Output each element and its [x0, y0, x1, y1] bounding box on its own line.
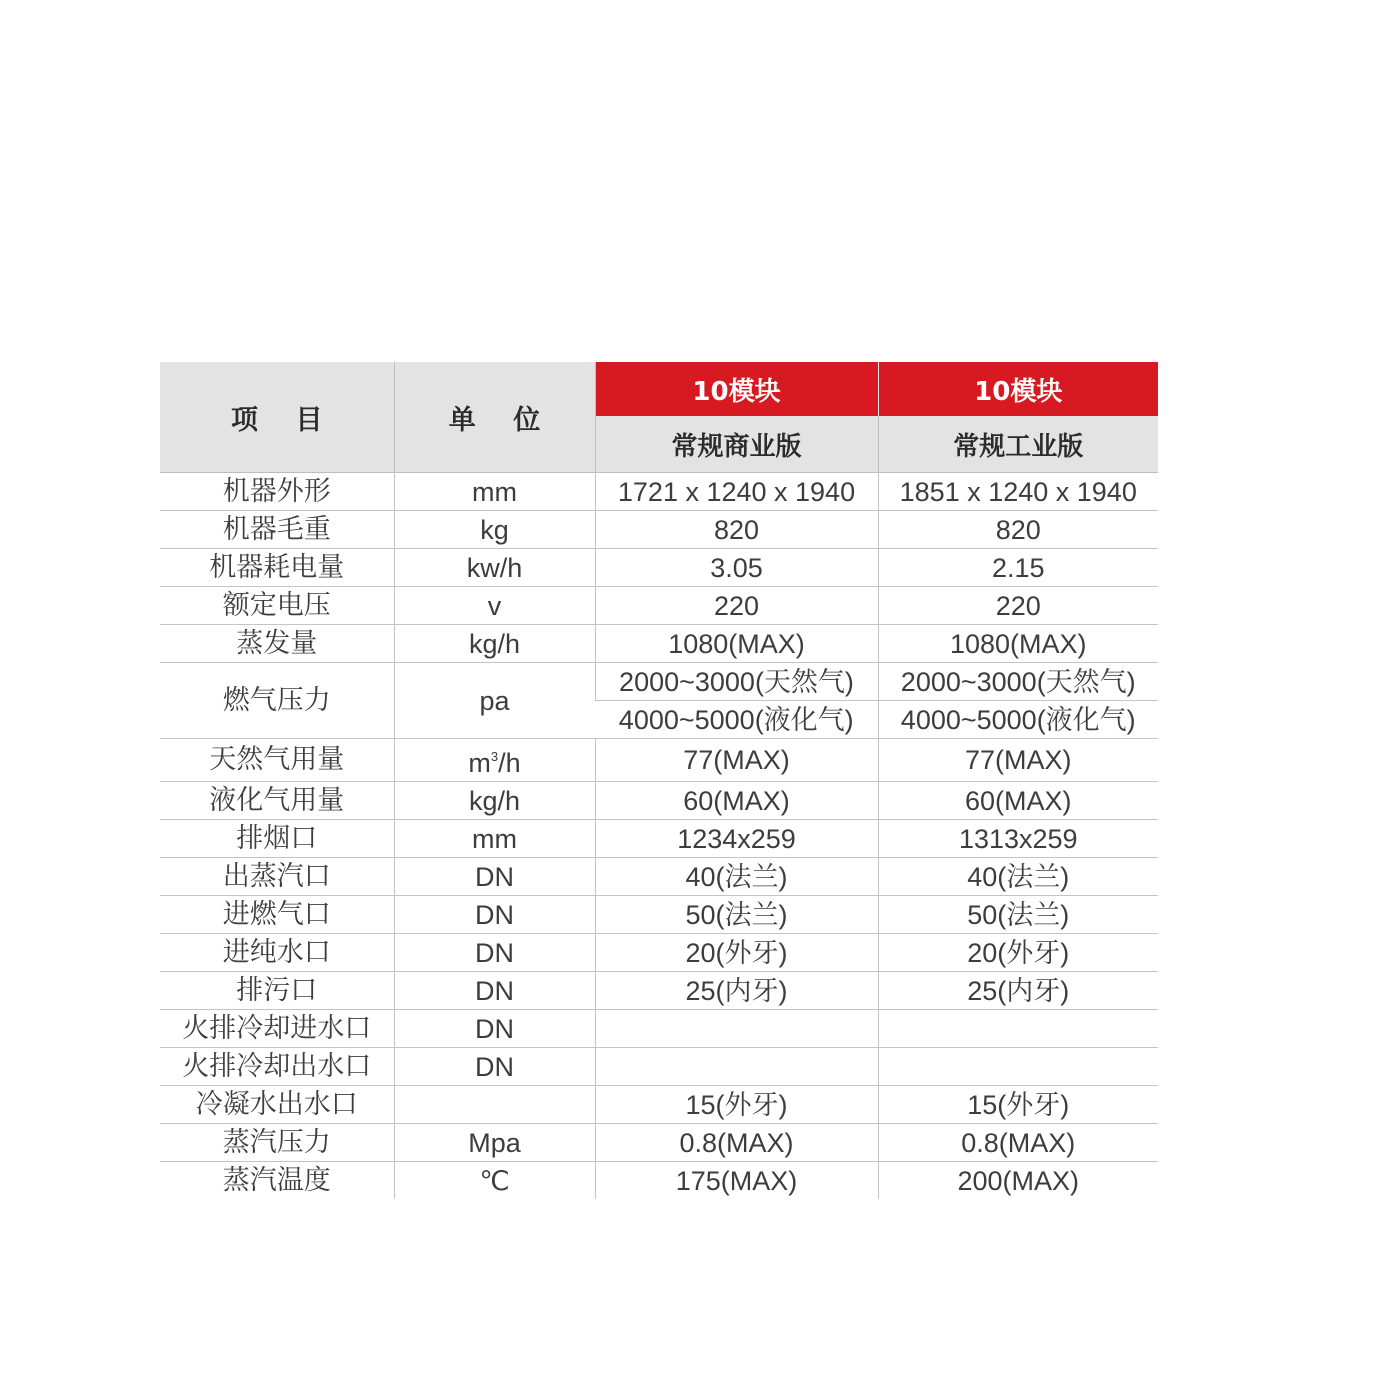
row-unit: kg/h: [394, 782, 595, 820]
row-unit: pa: [394, 663, 595, 739]
table-row: [160, 820, 1158, 858]
row-value-commercial: 50(法兰): [595, 896, 878, 934]
row-unit: DN: [394, 1048, 595, 1086]
row-unit: Mpa: [394, 1124, 595, 1162]
row-item: 蒸发量: [160, 625, 394, 663]
row-value-industrial: 25(内牙): [878, 972, 1158, 1010]
spec-table: [160, 362, 1158, 1199]
row-value-commercial: 60(MAX): [595, 782, 878, 820]
row-unit: DN: [394, 896, 595, 934]
row-value-industrial: 4000~5000(液化气): [878, 701, 1158, 739]
row-unit: [394, 1086, 595, 1124]
header-unit: 单 位: [394, 362, 595, 473]
row-item: 火排冷却进水口: [160, 1010, 394, 1048]
table-row: [160, 1162, 1158, 1200]
row-value-commercial: 820: [595, 511, 878, 549]
unit-tail: /h: [498, 748, 521, 778]
row-value-commercial: 175(MAX): [595, 1162, 878, 1200]
table-row: [160, 1124, 1158, 1162]
table-body: [160, 473, 1158, 1200]
table-row: [160, 739, 1158, 782]
table-row: [160, 896, 1158, 934]
row-value-industrial: 50(法兰): [878, 896, 1158, 934]
row-item: 进燃气口: [160, 896, 394, 934]
table-header: [160, 362, 1158, 473]
row-value-industrial: 15(外牙): [878, 1086, 1158, 1124]
row-value-commercial: 1234x259: [595, 820, 878, 858]
row-value-industrial: 77(MAX): [878, 739, 1158, 782]
table-row: [160, 473, 1158, 511]
row-value-commercial: [595, 1048, 878, 1086]
row-item: 出蒸汽口: [160, 858, 394, 896]
table-row: [160, 1048, 1158, 1086]
header-model-1-module: 10模块: [595, 362, 878, 416]
row-value-commercial: [595, 1010, 878, 1048]
header-item: 项 目: [160, 362, 394, 473]
table-row: [160, 858, 1158, 896]
table-row: [160, 782, 1158, 820]
row-value-industrial: 1851 x 1240 x 1940: [878, 473, 1158, 511]
row-item: 额定电压: [160, 587, 394, 625]
row-item: 蒸汽温度: [222, 1164, 331, 1196]
row-item: 排烟口: [160, 820, 394, 858]
row-value-commercial: 1721 x 1240 x 1940: [595, 473, 878, 511]
row-value-industrial: 220: [878, 587, 1158, 625]
table-row: [160, 549, 1158, 587]
row-unit: kw/h: [394, 549, 595, 587]
row-item: 冷凝水出水口: [160, 1086, 394, 1124]
row-unit: mm: [394, 820, 595, 858]
row-value-industrial: 20(外牙): [878, 934, 1158, 972]
row-value-commercial: 1080(MAX): [595, 625, 878, 663]
table-row: [160, 934, 1158, 972]
row-value-industrial: 2000~3000(天然气): [878, 663, 1158, 701]
row-item: 火排冷却出水口: [160, 1048, 394, 1086]
row-unit: v: [394, 587, 595, 625]
row-value-industrial: 1313x259: [878, 820, 1158, 858]
row-value-industrial: 2.15: [878, 549, 1158, 587]
row-unit: kg/h: [394, 625, 595, 663]
header-model-1-edition: 常规商业版: [595, 416, 878, 472]
row-value-commercial: 40(法兰): [595, 858, 878, 896]
row-value-industrial: 0.8(MAX): [878, 1124, 1158, 1162]
row-value-industrial: [878, 1048, 1158, 1086]
row-value-commercial: 25(内牙): [595, 972, 878, 1010]
row-item: 蒸汽压力: [160, 1124, 394, 1162]
unit-main: m: [468, 748, 491, 778]
table-row: [160, 587, 1158, 625]
row-item: 燃气压力: [160, 663, 394, 739]
header-model-2-module: 10模块: [878, 362, 1158, 416]
row-value-industrial: 200(MAX): [878, 1162, 1158, 1200]
row-value-industrial: [878, 1010, 1158, 1048]
row-unit: DN: [394, 972, 595, 1010]
row-unit: ℃: [394, 1162, 595, 1200]
table-row: [160, 625, 1158, 663]
row-item: 机器外形: [160, 473, 394, 511]
row-item: 机器耗电量: [160, 549, 394, 587]
row-value-commercial: 20(外牙): [595, 934, 878, 972]
row-unit: DN: [394, 1010, 595, 1048]
row-item: 排污口: [160, 972, 394, 1010]
row-item: 天然气用量: [160, 739, 394, 782]
table-row: [160, 1086, 1158, 1124]
table-row: [160, 663, 1158, 701]
header-model-2-edition: 常规工业版: [878, 416, 1158, 472]
row-unit: DN: [394, 934, 595, 972]
row-value-commercial: 220: [595, 587, 878, 625]
row-value-industrial: 820: [878, 511, 1158, 549]
row-value-industrial: 1080(MAX): [878, 625, 1158, 663]
table-row: [160, 972, 1158, 1010]
unit-superscript: 3: [490, 749, 499, 764]
row-value-commercial: 0.8(MAX): [595, 1124, 878, 1162]
row-item: 机器毛重: [160, 511, 394, 549]
row-value-commercial: 4000~5000(液化气): [595, 701, 878, 739]
row-item: 液化气用量: [160, 782, 394, 820]
row-value-commercial: 77(MAX): [595, 739, 878, 782]
row-item: 进纯水口: [160, 934, 394, 972]
row-value-commercial: 3.05: [595, 549, 878, 587]
row-value-commercial: 15(外牙): [595, 1086, 878, 1124]
row-unit: [394, 739, 595, 782]
row-unit: mm: [394, 473, 595, 511]
row-unit: DN: [394, 858, 595, 896]
row-value-commercial: 2000~3000(天然气): [595, 663, 878, 701]
table-row: [160, 1010, 1158, 1048]
row-unit: kg: [394, 511, 595, 549]
table-row: [160, 511, 1158, 549]
row-value-industrial: 40(法兰): [878, 858, 1158, 896]
row-value-industrial: 60(MAX): [878, 782, 1158, 820]
